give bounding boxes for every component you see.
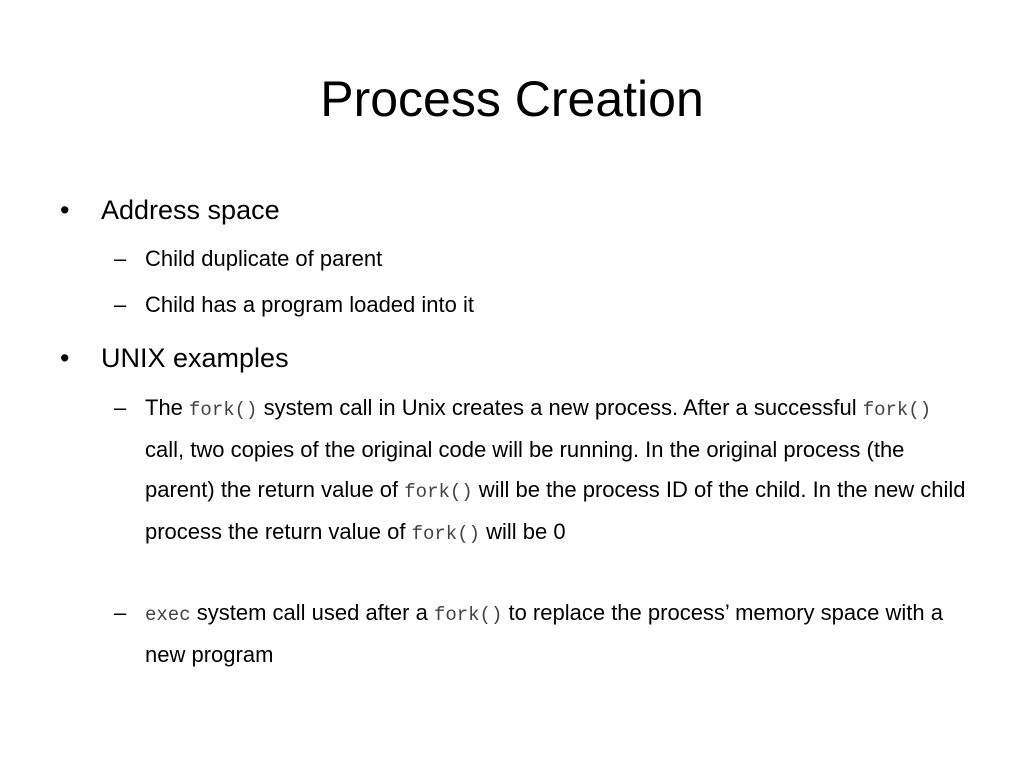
- code-fork: fork(): [404, 481, 473, 503]
- code-fork: fork(): [189, 399, 258, 421]
- text-run: The: [145, 395, 190, 420]
- sub-bullet-fork-description: [114, 388, 974, 554]
- text-run: system call in Unix creates a new process. After a successful: [257, 395, 863, 420]
- text-run: will be the process ID of the child. In the new child process the return value of: [145, 477, 966, 544]
- text-run: call, two copies of the original code will be running. In the original process (the parent) the return value of: [145, 437, 905, 502]
- sub-bullet-text: [145, 593, 974, 675]
- sub-bullet-text: Child duplicate of parent: [145, 246, 383, 271]
- bullet-marker: •: [60, 195, 70, 225]
- code-fork: fork(): [411, 523, 481, 545]
- sub-bullet-child-duplicate: [114, 239, 974, 279]
- slide-title: Process Creation: [320, 71, 704, 127]
- sub-bullet-program-loaded: [114, 285, 974, 325]
- text-run: will be 0: [480, 519, 566, 544]
- sub-bullet-exec-description: [114, 593, 974, 675]
- sub-bullet-text: Child has a program loaded into it: [145, 292, 474, 317]
- sub-bullet-marker: –: [114, 600, 127, 625]
- sub-bullet-marker: –: [114, 395, 127, 420]
- code-exec: exec: [145, 604, 191, 626]
- text-run: system call used after a: [190, 600, 434, 625]
- code-fork: fork(): [862, 399, 932, 421]
- bullet-text: Address space: [101, 195, 280, 225]
- sub-bullet-marker: –: [114, 246, 127, 271]
- text-run: to replace the process’ memory space with a new program: [145, 600, 943, 667]
- sub-bullet-text: [145, 388, 974, 554]
- code-fork: fork(): [433, 604, 503, 626]
- bullet-text: UNIX examples: [101, 343, 289, 373]
- sub-bullet-marker: –: [114, 292, 127, 317]
- bullet-marker: •: [60, 343, 70, 373]
